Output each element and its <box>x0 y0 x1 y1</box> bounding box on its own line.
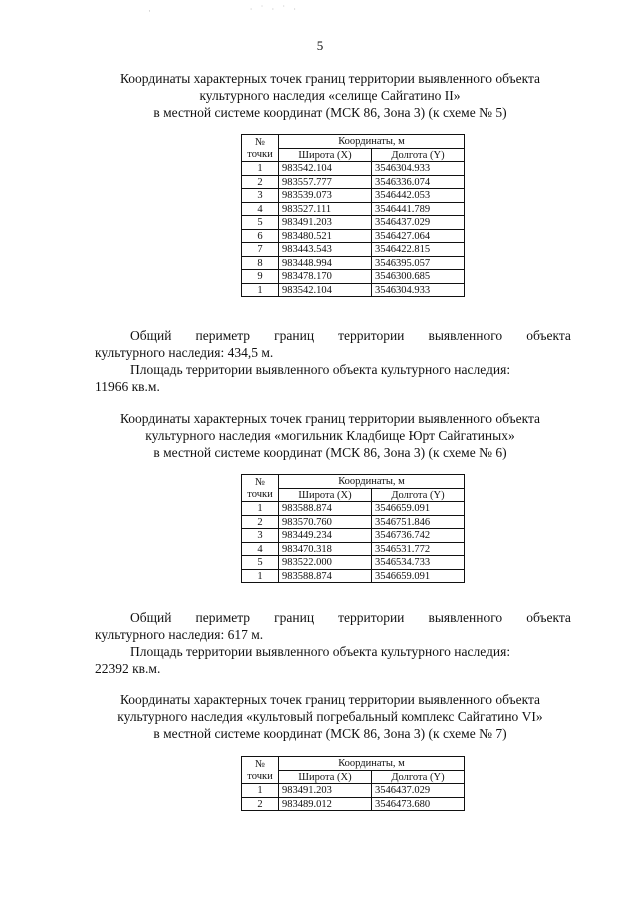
section-2-heading <box>60 410 600 461</box>
point-number-cell: 2 <box>242 797 279 811</box>
latitude-cell: 983491.203 <box>279 216 372 230</box>
table-row <box>242 569 465 583</box>
header-coordinates: Координаты, м <box>279 757 465 771</box>
table-row <box>242 202 465 216</box>
point-number-cell: 3 <box>242 189 279 203</box>
word: Общий <box>130 610 172 625</box>
longitude-cell: 3546427.064 <box>372 229 465 243</box>
point-number-cell: 1 <box>242 162 279 176</box>
heading-line: в местной системе координат (МСК 86, Зона 3) (к схеме № 7) <box>153 726 507 741</box>
longitude-cell: 3546437.029 <box>372 216 465 230</box>
longitude-cell: 3546736.742 <box>372 529 465 543</box>
point-number-cell: 5 <box>242 216 279 230</box>
table-row <box>242 229 465 243</box>
latitude-cell: 983570.760 <box>279 515 372 529</box>
word: границ <box>274 328 315 343</box>
longitude-cell: 3546534.733 <box>372 556 465 570</box>
header-longitude: Долгота (Y) <box>372 148 465 162</box>
word: выявленного <box>428 328 503 343</box>
table-row <box>242 784 465 798</box>
table-row <box>242 216 465 230</box>
latitude-cell: 983449.234 <box>279 529 372 543</box>
word: выявленного <box>428 610 503 625</box>
longitude-cell: 3546751.846 <box>372 515 465 529</box>
perimeter-value: культурного наследия: 617 м. <box>95 627 264 642</box>
table-row <box>242 175 465 189</box>
header-latitude: Широта (X) <box>279 488 372 502</box>
longitude-cell: 3546300.685 <box>372 270 465 284</box>
point-number-cell: 4 <box>242 202 279 216</box>
longitude-cell: 3546531.772 <box>372 542 465 556</box>
longitude-cell: 3546304.933 <box>372 283 465 297</box>
word: объекта <box>526 328 571 343</box>
longitude-cell: 3546441.789 <box>372 202 465 216</box>
heading-line: Координаты характерных точек границ территории выявленного объекта <box>119 411 541 426</box>
area-label: Площадь территории выявленного объекта культурного наследия: <box>130 362 511 377</box>
longitude-cell: 3546659.091 <box>372 502 465 516</box>
perimeter-first-line <box>95 609 571 626</box>
table-row <box>242 243 465 257</box>
table-row <box>242 515 465 529</box>
point-number-cell: 7 <box>242 243 279 257</box>
longitude-cell: 3546437.029 <box>372 784 465 798</box>
point-number-cell: 1 <box>242 502 279 516</box>
latitude-cell: 983470.318 <box>279 542 372 556</box>
section-2-coordinates-table <box>241 474 465 583</box>
section-1-coordinates-table <box>241 134 465 297</box>
point-number-cell: 1 <box>242 569 279 583</box>
section-1-heading <box>60 70 600 121</box>
point-number-cell: 2 <box>242 175 279 189</box>
latitude-cell: 983542.104 <box>279 283 372 297</box>
area-value: 22392 кв.м. <box>95 661 161 676</box>
header-longitude: Долгота (Y) <box>372 488 465 502</box>
point-number-cell: 4 <box>242 542 279 556</box>
page-number: 5 <box>316 38 324 53</box>
point-number-cell: 1 <box>242 784 279 798</box>
longitude-cell: 3546442.053 <box>372 189 465 203</box>
table-row <box>242 502 465 516</box>
section-1-perimeter <box>95 327 571 395</box>
longitude-cell: 3546336.074 <box>372 175 465 189</box>
perimeter-value: культурного наследия: 434,5 м. <box>95 345 274 360</box>
heading-line: культурного наследия «селище Сайгатино II» <box>199 88 461 103</box>
longitude-cell: 3546304.933 <box>372 162 465 176</box>
header-latitude: Широта (X) <box>279 770 372 784</box>
longitude-cell: 3546422.815 <box>372 243 465 257</box>
word: объекта <box>526 610 571 625</box>
header-point-number: № точки <box>242 475 279 502</box>
header-coordinates: Координаты, м <box>279 475 465 489</box>
latitude-cell: 983480.521 <box>279 229 372 243</box>
table-row <box>242 283 465 297</box>
heading-line: в местной системе координат (МСК 86, Зона 3) (к схеме № 5) <box>153 105 507 120</box>
table-row <box>242 542 465 556</box>
latitude-cell: 983557.777 <box>279 175 372 189</box>
header-point-number: № точки <box>242 135 279 162</box>
perimeter-first-line <box>95 327 571 344</box>
heading-line: в местной системе координат (МСК 86, Зона 3) (к схеме № 6) <box>153 445 507 460</box>
table-row <box>242 162 465 176</box>
header-point-number: № точки <box>242 757 279 784</box>
point-number-cell: 5 <box>242 556 279 570</box>
heading-line: Координаты характерных точек границ территории выявленного объекта <box>119 71 541 86</box>
latitude-cell: 983478.170 <box>279 270 372 284</box>
longitude-cell: 3546473.680 <box>372 797 465 811</box>
scan-artifact: ∙ ˙ ∙ ˙ ∙ <box>250 4 299 14</box>
point-number-cell: 9 <box>242 270 279 284</box>
latitude-cell: 983539.073 <box>279 189 372 203</box>
heading-line: Координаты характерных точек границ территории выявленного объекта <box>119 692 541 707</box>
table-row <box>242 270 465 284</box>
latitude-cell: 983527.111 <box>279 202 372 216</box>
heading-line: культурного наследия «культовый погребальный комплекс Сайгатино VI» <box>117 709 543 724</box>
header-longitude: Долгота (Y) <box>372 770 465 784</box>
word: Общий <box>130 328 172 343</box>
word: периметр <box>195 610 251 625</box>
table-row <box>242 556 465 570</box>
word: границ <box>274 610 315 625</box>
header-coordinates: Координаты, м <box>279 135 465 149</box>
point-number-cell: 3 <box>242 529 279 543</box>
area-label: Площадь территории выявленного объекта культурного наследия: <box>130 644 511 659</box>
section-3-heading <box>60 691 600 742</box>
latitude-cell: 983542.104 <box>279 162 372 176</box>
word: территории <box>338 610 405 625</box>
heading-line: культурного наследия «могильник Кладбище Юрт Сайгатиных» <box>145 428 515 443</box>
section-2-perimeter <box>95 609 571 677</box>
latitude-cell: 983448.994 <box>279 256 372 270</box>
point-number-cell: 2 <box>242 515 279 529</box>
latitude-cell: 983489.012 <box>279 797 372 811</box>
header-latitude: Широта (X) <box>279 148 372 162</box>
table-row <box>242 529 465 543</box>
longitude-cell: 3546659.091 <box>372 569 465 583</box>
point-number-cell: 6 <box>242 229 279 243</box>
area-value: 11966 кв.м. <box>95 379 160 394</box>
word: территории <box>338 328 405 343</box>
section-3-coordinates-table <box>241 756 465 811</box>
word: периметр <box>195 328 251 343</box>
longitude-cell: 3546395.057 <box>372 256 465 270</box>
scan-artifact: · <box>148 6 151 16</box>
table-row <box>242 797 465 811</box>
latitude-cell: 983491.203 <box>279 784 372 798</box>
table-row <box>242 189 465 203</box>
table-row <box>242 256 465 270</box>
latitude-cell: 983588.874 <box>279 502 372 516</box>
point-number-cell: 1 <box>242 283 279 297</box>
latitude-cell: 983443.543 <box>279 243 372 257</box>
point-number-cell: 8 <box>242 256 279 270</box>
latitude-cell: 983522.000 <box>279 556 372 570</box>
latitude-cell: 983588.874 <box>279 569 372 583</box>
